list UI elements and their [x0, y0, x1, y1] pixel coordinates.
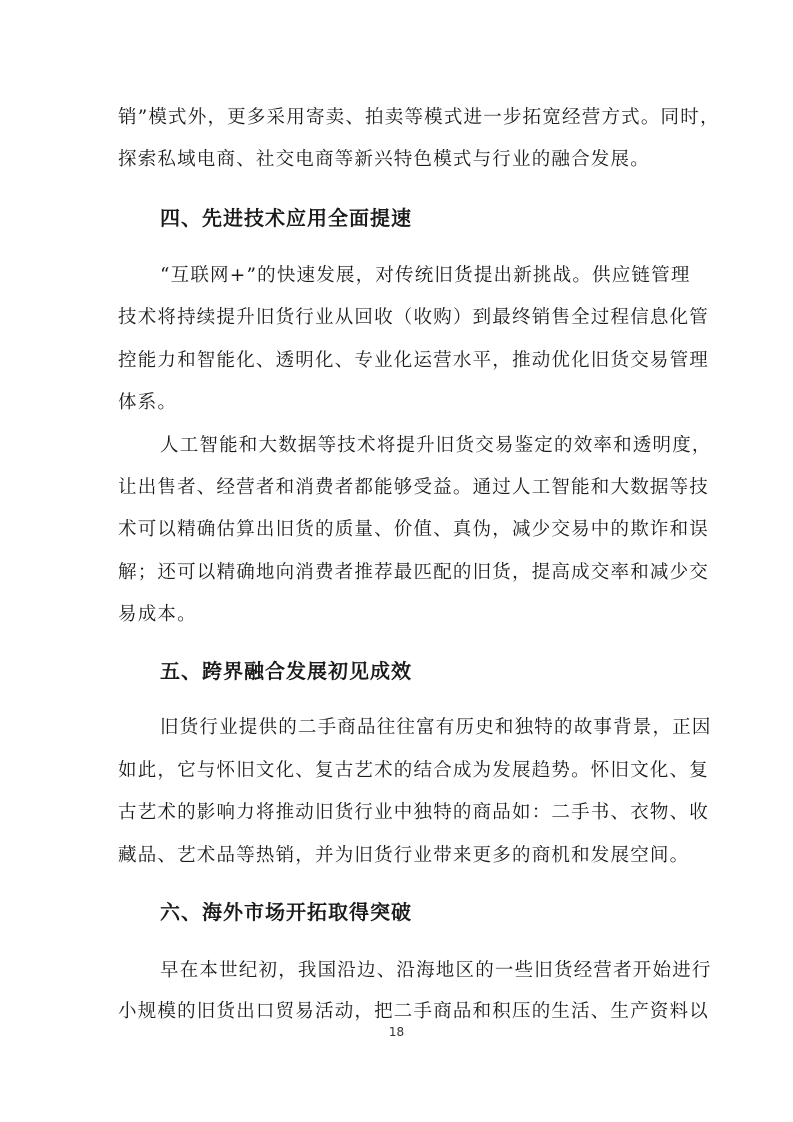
- paragraph-line: 体系。: [118, 392, 178, 413]
- paragraph-line: 旧货行业提供的二手商品往往富有历史和独特的故事背景，正因: [160, 717, 712, 738]
- paragraph-line: 早在本世纪初，我国沿边、沿海地区的一些旧货经营者开始进行: [160, 960, 712, 981]
- section-heading: 四、先进技术应用全面提速: [160, 206, 412, 230]
- paragraph-line: 小规模的旧货出口贸易活动，把二手商品和积压的生活、生产资料以: [118, 1001, 710, 1022]
- paragraph-line: 古艺术的影响力将推动旧货行业中独特的商品如：二手书、衣物、收: [118, 802, 710, 823]
- paragraph-line: 探索私域电商、社交电商等新兴特色模式与行业的融合发展。: [118, 149, 650, 170]
- page-number: 18: [388, 1025, 405, 1039]
- paragraph-line: 如此，它与怀旧文化、复古艺术的结合成为发展趋势。怀旧文化、复: [118, 760, 710, 781]
- paragraph-line: 术可以精确估算出旧货的质量、价值、真伪，减少交易中的欺诈和误: [118, 519, 710, 540]
- paragraph-line: 藏品、艺术品等热销，并为旧货行业带来更多的商机和发展空间。: [118, 845, 690, 866]
- paragraph-line: 人工智能和大数据等技术将提升旧货交易鉴定的效率和透明度，: [160, 435, 712, 456]
- paragraph-line: “互联网+”的快速发展，对传统旧货提出新挑战。供应链管理: [160, 265, 691, 286]
- section-heading: 五、跨界融合发展初见成效: [160, 659, 412, 683]
- paragraph-line: 控能力和智能化、透明化、专业化运营水平，推动优化旧货交易管理: [118, 350, 710, 371]
- paragraph-line: 解；还可以精确地向消费者推荐最匹配的旧货，提高成交率和减少交: [118, 562, 710, 583]
- paragraph-line: 让出售者、经营者和消费者都能够受益。通过人工智能和大数据等技: [118, 477, 710, 498]
- paragraph-line: 技术将持续提升旧货行业从回收（收购）到最终销售全过程信息化管: [118, 307, 710, 328]
- paragraph-line: 易成本。: [118, 604, 197, 625]
- paragraph-line: 销”模式外，更多采用寄卖、拍卖等模式进一步拓宽经营方式。同时，: [118, 107, 720, 128]
- section-heading: 六、海外市场开拓取得突破: [160, 900, 412, 924]
